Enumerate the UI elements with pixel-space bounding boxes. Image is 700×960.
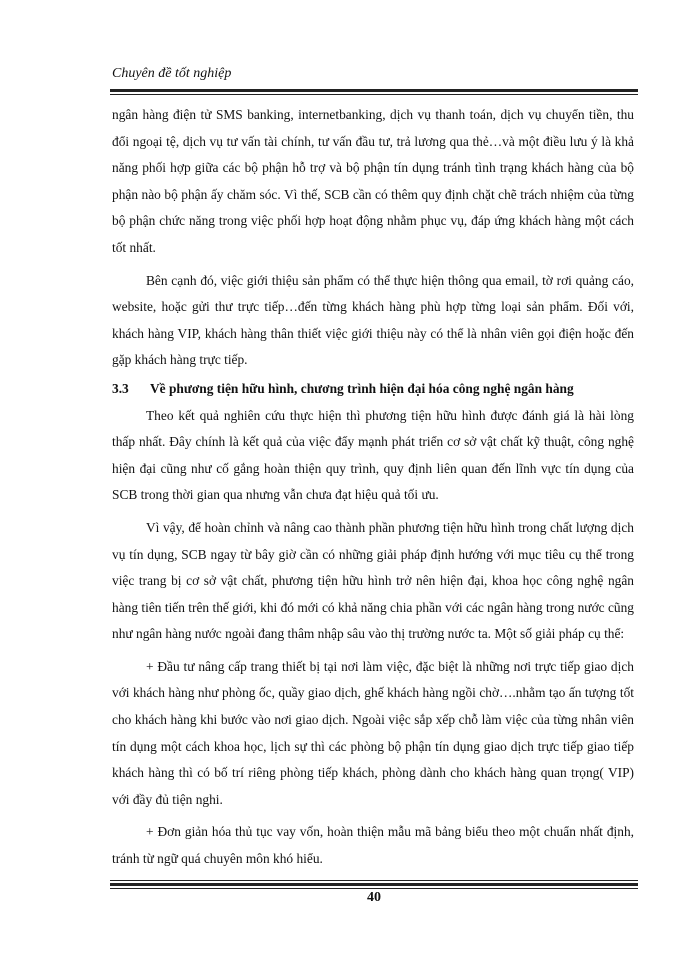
paragraph-2: Bên cạnh đó, việc giới thiệu sản phẩm có thể thực hiện thông qua email, tờ rơi quảng cáo, website, hoặc gửi thư trực tiếp…đến từng khách hàng phù hợp từng loại sản phẩm. Đối với, khách hàng VIP, khách hàng thân thiết việc giới thiệu này có thể là nhân viên gọi điện hoặc đến gặp khách hàng trực tiếp.: [112, 272, 634, 368]
paragraph-1: ngân hàng điện tử SMS banking, internetbanking, dịch vụ thanh toán, dịch vụ chuyển tiền, thu đổi ngoại tệ, dịch vụ tư vấn tài chính, tư vấn đầu tư, trả lương qua thẻ…và một điều lưu ý là khả năng phối hợp giữa các bộ phận hỗ trợ và bộ phận tín dụng tránh tình trạng khách hàng của bộ phận nào bộ phận ấy chăm sóc. Vì thế, SCB cần có thêm quy định chặt chẽ trách nhiệm của từng bộ phận chức năng trong việc phối hợp hoạt động nhằm phục vụ, đáp ứng khách hàng một cách tốt nhất.: [112, 107, 634, 255]
paragraph-4: Vì vậy, để hoàn chỉnh và nâng cao thành phần phương tiện hữu hình trong chất lượng dịch vụ tín dụng, SCB ngay từ bây giờ cần có những giải pháp định hướng với mục tiêu cụ thể trong việc trang bị cơ sở vật chất, phương tiện hữu hình trở nên hiện đại, khoa học công nghệ ngân hàng tiên tiến trên thế giới, khi đó mới có khả năng chia phần với các ngân hàng trong nước cũng như ngân hàng nước ngoài đang thâm nhập sâu vào thị trường nước ta. Một số giải pháp cụ thể:: [112, 519, 634, 642]
paragraph-3: Theo kết quả nghiên cứu thực hiện thì phương tiện hữu hình được đánh giá là hài lòng thấp nhất. Đây chính là kết quả của việc đẩy mạnh phát triển cơ sở vật chất kỹ thuật, công nghệ hiện đại cũng như cố gắng hoàn thiện quy trình, quy định liên quan đến lĩnh vực tín dụng của SCB trong thời gian qua nhưng vẫn chưa đạt hiệu quả tối ưu.: [112, 407, 634, 503]
running-header: Chuyên đề tốt nghiệp: [112, 66, 232, 81]
header-rule-thick: [110, 89, 638, 92]
footer-rule-thin-bottom: [110, 888, 638, 889]
section-title: Về phương tiện hữu hình, chương trình hiện đại hóa công nghệ ngân hàng: [150, 380, 574, 396]
footer-rule-thick: [110, 883, 638, 886]
header-rule-thin: [110, 94, 638, 95]
page-body: [112, 102, 634, 873]
paragraph-5: + Đầu tư nâng cấp trang thiết bị tại nơi làm việc, đặc biệt là những nơi trực tiếp giao dịch với khách hàng như phòng ốc, quầy giao dịch, ghế khách hàng ngồi chờ….nhằm tạo ấn tượng tốt cho khách hàng khi bước vào nơi giao dịch. Ngoài việc sắp xếp chỗ làm việc của từng nhân viên tín dụng một cách khoa học, lịch sự thì các phòng bộ phận tín dụng giao dịch trực tiếp giao tiếp khách hàng thì có bố trí riêng phòng tiếp khách, phòng dành cho khách hàng quan trọng( VIP) với đầy đủ tiện nghi.: [112, 658, 634, 807]
section-heading: [112, 376, 634, 403]
paragraph-6: + Đơn giản hóa thủ tục vay vốn, hoàn thiện mẫu mã bảng biểu theo một chuẩn nhất định, tránh từ ngữ quá chuyên môn khó hiểu.: [112, 824, 634, 867]
footer-rule-thin-top: [110, 880, 638, 881]
page-number: 40: [367, 890, 381, 905]
section-number: 3.3: [112, 380, 129, 396]
